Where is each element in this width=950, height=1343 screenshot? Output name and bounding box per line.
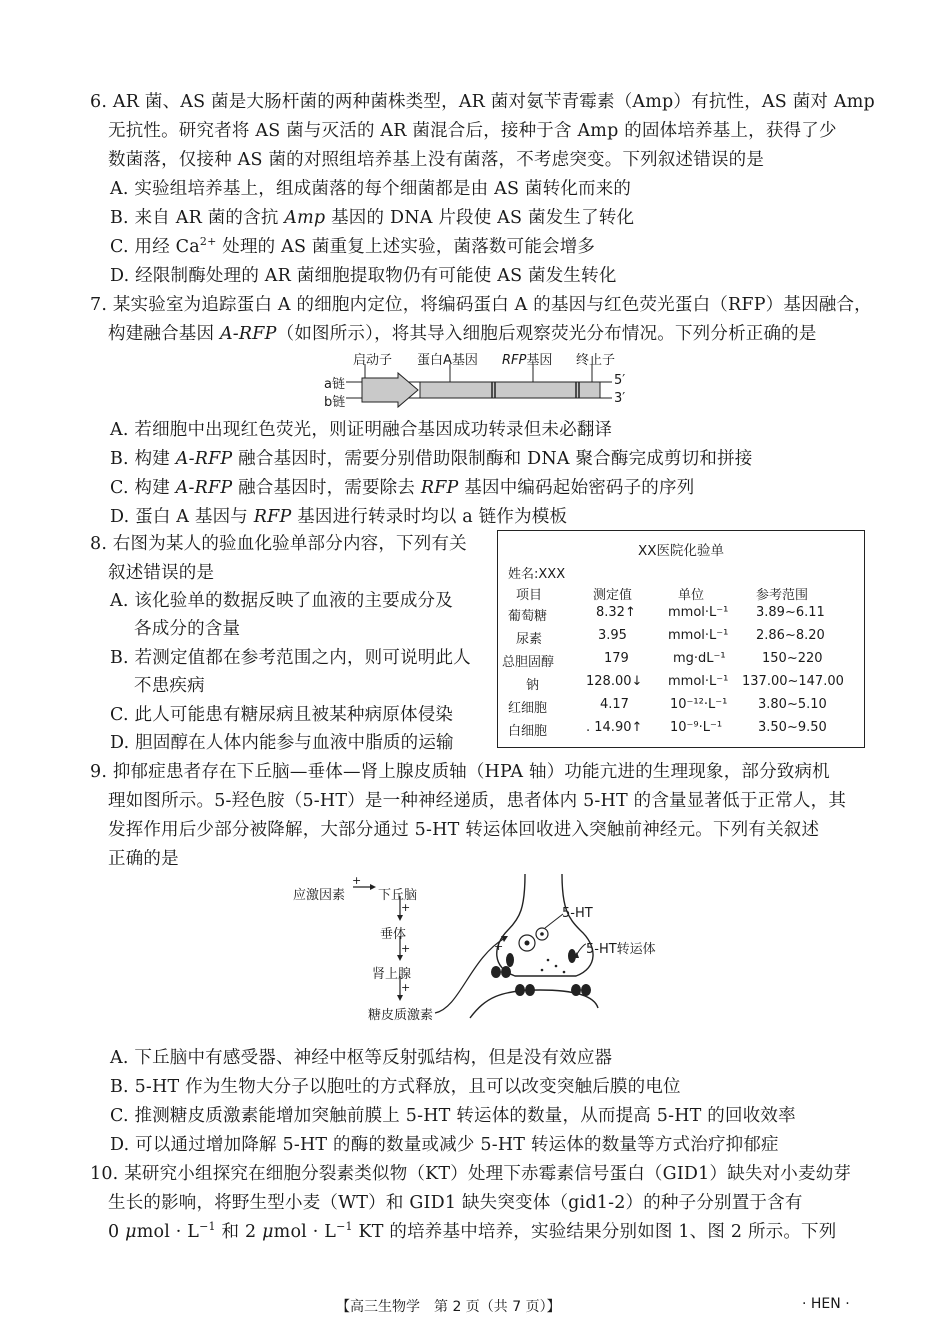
down-arrow-icon: ↓ — [631, 674, 643, 689]
q10-line3-e: KT 的培养基中培养，实验结果分别如图 1、图 2 所示。下列 — [352, 1222, 837, 1242]
q6-option-b-italic: Amp — [284, 208, 326, 228]
label-pituitary: 垂体 — [380, 927, 407, 942]
lab-cell-unit: mg·dL⁻¹ — [673, 651, 726, 666]
lab-cell-unit: mmol·L⁻¹ — [668, 605, 729, 620]
gene-diagram — [340, 364, 620, 412]
label-chain-b: b链 — [324, 395, 346, 410]
label-cortisol: 糖皮质激素 — [368, 1008, 434, 1023]
q8-stem-line-1: 8. 右图为某人的验血化验单部分内容，下列有关 — [90, 534, 467, 554]
q9-stem-line-1: 9. 抑郁症患者存在下丘脑—垂体—肾上腺皮质轴（HPA 轴）功能亢进的生理现象，部分致病机 — [90, 762, 830, 782]
lab-cell-value — [586, 720, 642, 735]
q7-option-d-pre: D. 蛋白 A 基因与 — [110, 507, 254, 527]
lab-header-row — [498, 584, 864, 606]
lab-row-cholesterol — [498, 651, 864, 673]
lab-cell-item: 葡萄糖 — [508, 609, 548, 624]
q8-option-c: C. 此人可能患有糖尿病且被某种病原体侵染 — [110, 705, 454, 725]
label-gene-a: 蛋白A基因 — [417, 353, 478, 368]
q7-option-c-mid: 融合基因时，需要除去 — [232, 478, 421, 498]
lab-row-sodium — [498, 674, 864, 696]
q6-stem-line-1: 6. AR 菌、AS 菌是大肠杆菌的两种菌株类型，AR 菌对氨苄青霉素（Amp）有抗性，AS 菌对 Amp — [90, 92, 875, 112]
label-3-prime: 3′ — [614, 391, 626, 406]
q9-stem-line-2: 理如图所示。5-羟色胺（5-HT）是一种神经递质，患者体内 5-HT 的含量显著低于正常人，其 — [108, 791, 847, 811]
lab-value-text: 128.00 — [586, 674, 632, 689]
lab-header-unit: 单位 — [678, 588, 705, 603]
label-terminator: 终止子 — [576, 353, 616, 368]
q10-line3-sup2: −1 — [336, 1220, 353, 1234]
lab-cell-range: 137.00~147.00 — [742, 674, 844, 689]
q7-stem-line-2 — [108, 320, 817, 348]
q10-line3-c: 和 2 — [215, 1222, 263, 1242]
q10-line3-mu: μ — [125, 1222, 137, 1242]
q9-option-c: C. 推测糖皮质激素能增加突触前膜上 5-HT 转运体的数量，从而提高 5-HT 的回收效率 — [110, 1106, 796, 1126]
q7-option-d-italic: RFP — [253, 507, 292, 527]
label-rfp-post: 基因 — [526, 353, 553, 368]
lab-value-text: . 14.90 — [586, 720, 632, 735]
q8-option-a-line-1: A. 该化验单的数据反映了血液的主要成分及 — [110, 591, 453, 611]
lab-row-rbc — [498, 697, 864, 719]
label-stress-factor: 应激因素 — [293, 888, 346, 903]
label-plus-4: + — [401, 981, 411, 994]
lab-value-text: 3.95 — [598, 628, 627, 643]
label-plus-2: + — [401, 901, 411, 914]
q6-option-c-post: 处理的 AS 菌重复上述实验，菌落数可能会增多 — [216, 237, 596, 257]
lab-row-glucose — [498, 605, 864, 627]
q7-option-b-pre: B. 构建 — [110, 449, 176, 469]
label-plus-1: + — [352, 874, 362, 887]
q7-option-d — [110, 503, 567, 531]
lab-cell-range: 150~220 — [762, 651, 823, 666]
q7-option-c-post: 基因中编码起始密码子的序列 — [458, 478, 695, 498]
lab-cell-value — [598, 628, 627, 643]
q10-line3-b: mol · L — [136, 1222, 200, 1242]
lab-header-item: 项目 — [516, 588, 543, 603]
q10-line3-a: 0 — [108, 1222, 126, 1242]
label-promoter: 启动子 — [353, 353, 393, 368]
lab-value-text: 8.32 — [596, 605, 625, 620]
q7-stem-line-1: 7. 某实验室为追踪蛋白 A 的细胞内定位，将编码蛋白 A 的基因与红色荧光蛋白（RFP）基因融合， — [90, 295, 872, 315]
q10-stem-line-3 — [108, 1218, 836, 1246]
gene-bar — [420, 382, 600, 398]
q7-option-b-post: 融合基因时，需要分别借助限制酶和 DNA 聚合酶完成剪切和拼接 — [232, 449, 753, 469]
q6-option-a: A. 实验组培养基上，组成菌落的每个细菌都是由 AS 菌转化而来的 — [110, 179, 632, 199]
label-plus-3: + — [401, 942, 411, 955]
q6-option-c-sup: 2+ — [199, 235, 217, 249]
q10-line3-sup1: −1 — [199, 1220, 216, 1234]
label-adrenal: 肾上腺 — [372, 967, 412, 982]
q10-line3-d: mol · L — [273, 1222, 337, 1242]
lab-cell-unit: 10⁻⁹·L⁻¹ — [670, 720, 723, 735]
q7-stem-line-2-post: （如图所示），将其导入细胞后观察荧光分布情况。下列分析正确的是 — [276, 324, 817, 344]
q7-stem-line-2-italic: A-RFP — [219, 324, 277, 344]
q7-option-c-italic-2: RFP — [420, 478, 459, 498]
label-chain-a: a链 — [324, 377, 345, 392]
q6-stem-line-2: 无抗性。研究者将 AS 菌与灭活的 AR 菌混合后，接种于含 Amp 的固体培养基上，获得了少 — [108, 121, 837, 141]
lab-header-value: 测定值 — [593, 588, 633, 603]
lab-cell-item: 钠 — [526, 678, 540, 693]
promoter-arrow — [362, 373, 418, 407]
label-rfp-italic: RFP — [502, 353, 527, 368]
lab-cell-value — [586, 674, 642, 689]
lab-report-patient-name: 姓名:XXX — [508, 567, 566, 582]
label-plus-5: + — [494, 940, 504, 953]
hpa-synapse-diagram — [280, 868, 600, 1034]
q10-stem-line-2: 生长的影响，将野生型小麦（WT）和 GID1 缺失突变体（gid1-2）的种子分别置于含有 — [108, 1193, 803, 1213]
page-footer-center: 【高三生物学 第 2 页（共 7 页）】 — [336, 1299, 561, 1315]
q6-option-d: D. 经限制酶处理的 AR 菌细胞提取物仍有可能使 AS 菌发生转化 — [110, 266, 617, 286]
q8-option-d: D. 胆固醇在人体内能参与血液中脂质的运输 — [110, 733, 454, 753]
label-5ht-transporter: 5-HT转运体 — [586, 942, 656, 957]
receptor — [525, 984, 535, 996]
q6-option-b-pre: B. 来自 AR 菌的含抗 — [110, 208, 285, 228]
q9-option-a: A. 下丘脑中有感受器、神经中枢等反射弧结构，但是没有效应器 — [110, 1048, 613, 1068]
q9-stem-line-4: 正确的是 — [108, 849, 179, 869]
q8-option-b-line-1: B. 若测定值都在参考范围之内，则可说明此人 — [110, 648, 471, 668]
lab-cell-unit: mmol·L⁻¹ — [668, 628, 729, 643]
q6-option-b-post: 基因的 DNA 片段使 AS 菌发生了转化 — [325, 208, 635, 228]
q6-option-c-pre: C. 用经 Ca — [110, 237, 200, 257]
label-hypothalamus: 下丘脑 — [378, 888, 418, 903]
q7-option-c-italic: A-RFP — [175, 478, 233, 498]
q7-option-d-post: 基因进行转录时均以 a 链作为模板 — [291, 507, 568, 527]
lab-report-title: XX医院化验单 — [638, 543, 724, 559]
q8-option-a-line-2: 各成分的含量 — [134, 619, 241, 639]
up-arrow-icon: ↑ — [624, 605, 636, 620]
lab-cell-value — [596, 605, 636, 620]
lab-cell-value — [600, 697, 629, 712]
lab-cell-item: 尿素 — [516, 632, 543, 647]
q9-option-d: D. 可以通过增加降解 5-HT 的酶的数量或减少 5-HT 转运体的数量等方式治疗抑郁症 — [110, 1135, 779, 1155]
q6-option-b — [110, 204, 634, 232]
lab-cell-item: 红细胞 — [508, 701, 548, 716]
lab-value-text: 179 — [604, 651, 629, 666]
q7-option-b — [110, 445, 752, 473]
lab-cell-range: 3.89~6.11 — [756, 605, 825, 620]
lab-cell-unit: 10⁻¹²·L⁻¹ — [670, 697, 728, 712]
q6-stem-line-3: 数菌落，仅接种 AS 菌的对照组培养基上没有菌落，不考虑突变。下列叙述错误的是 — [108, 150, 765, 170]
lab-cell-value — [604, 651, 629, 666]
lab-row-wbc — [498, 720, 864, 742]
q7-option-b-italic: A-RFP — [175, 449, 233, 469]
lab-value-text: 4.17 — [600, 697, 629, 712]
q10-stem-line-1: 10. 某研究小组探究在细胞分裂素类似物（KT）处理下赤霉素信号蛋白（GID1）缺失对小麦幼芽 — [90, 1164, 852, 1184]
q7-stem-line-2-pre: 构建融合基因 — [108, 324, 220, 344]
lab-report-table — [497, 530, 865, 748]
q9-stem-line-3: 发挥作用后少部分被降解，大部分通过 5-HT 转运体回收进入突触前神经元。下列有关叙述 — [108, 820, 820, 840]
page-footer-right: · HEN · — [802, 1296, 850, 1312]
q9-option-b: B. 5-HT 作为生物大分子以胞吐的方式释放，且可以改变突触后膜的电位 — [110, 1077, 681, 1097]
q7-option-c — [110, 474, 694, 502]
lab-cell-range: 2.86~8.20 — [756, 628, 825, 643]
receptor — [515, 984, 525, 996]
label-5-prime: 5′ — [614, 373, 626, 388]
lab-cell-unit: mmol·L⁻¹ — [668, 674, 729, 689]
receptor — [581, 984, 591, 996]
q7-option-a: A. 若细胞中出现红色荧光，则证明融合基因成功转录但未必翻译 — [110, 420, 613, 440]
lab-header-range: 参考范围 — [756, 588, 809, 603]
lab-row-urea — [498, 628, 864, 650]
lab-cell-item: 总胆固醇 — [502, 655, 555, 670]
transporter — [506, 953, 514, 967]
q6-option-c — [110, 233, 595, 261]
lab-cell-item: 白细胞 — [508, 724, 548, 739]
lab-cell-range: 3.80~5.10 — [758, 697, 827, 712]
receptor — [571, 984, 581, 996]
q7-option-c-pre: C. 构建 — [110, 478, 176, 498]
label-5ht: 5-HT — [562, 906, 593, 921]
q8-option-b-line-2: 不患疾病 — [134, 676, 205, 696]
lab-cell-range: 3.50~9.50 — [758, 720, 827, 735]
q8-stem-line-2: 叙述错误的是 — [108, 563, 215, 583]
up-arrow-icon: ↑ — [631, 720, 643, 735]
q10-line3-mu2: μ — [262, 1222, 274, 1242]
